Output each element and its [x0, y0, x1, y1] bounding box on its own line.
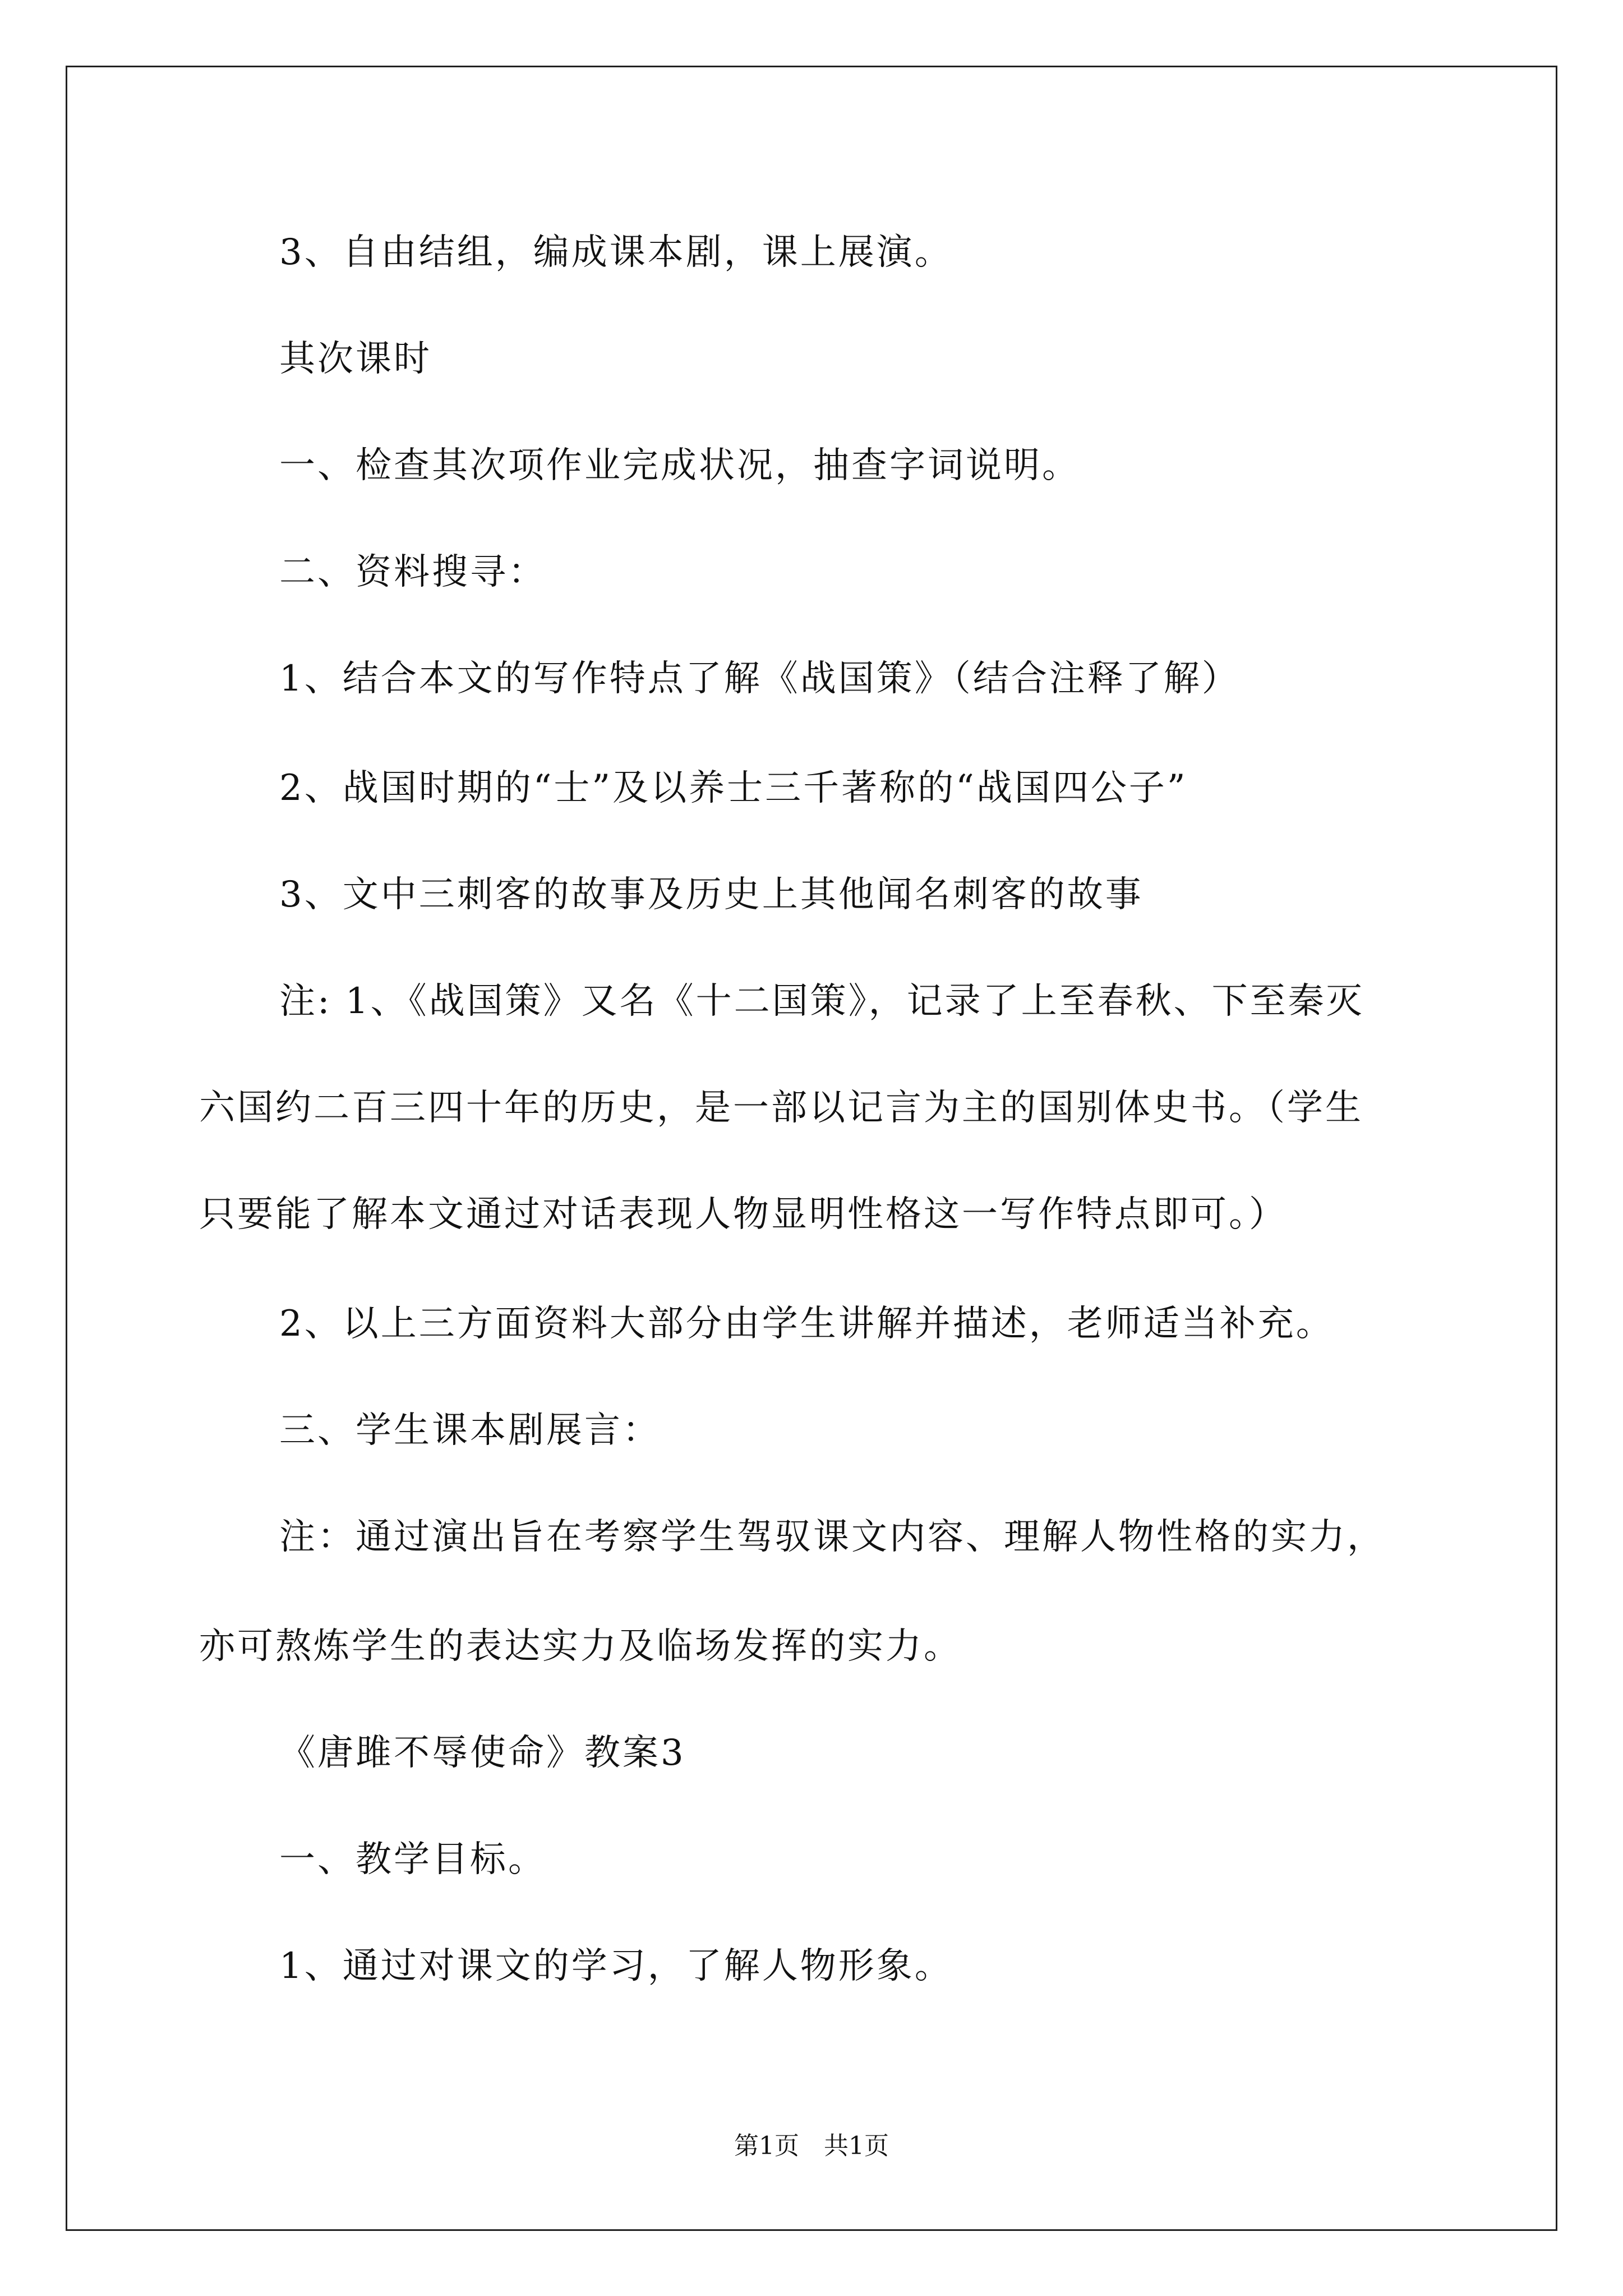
text-line-10: 只要能了解本文通过对话表现人物显明性格这一写作特点即可。） [199, 1194, 1287, 1235]
page-border [66, 66, 1557, 2231]
text-line-16: 一、教学目标。 [279, 1839, 546, 1880]
text-line-1: 3、自由结组，编成课本剧，课上展演。 [279, 232, 953, 273]
text-line-4: 二、资料搜寻： [279, 551, 546, 593]
page-number: 第1页 共1页 [734, 2132, 889, 2160]
text-line-11: 2、以上三方面资料大部分由学生讲解并描述，老师适当补充。 [279, 1303, 1334, 1345]
text-line-13: 注：通过演出旨在考察学生驾驭课文内容、理解人物性格的实力， [279, 1516, 1385, 1558]
text-line-8: 注: 1、《战国策》又名《十二国策》，记录了上至春秋、下至秦灭 [279, 981, 1364, 1022]
text-line-3: 一、检查其次项作业完成状况，抽查字词说明。 [279, 445, 1080, 486]
text-line-7: 3、文中三刺客的故事及历史上其他闻名刺客的故事 [279, 874, 1144, 915]
text-line-2: 其次课时 [279, 338, 432, 380]
text-line-14: 亦可熬炼学生的表达实力及临场发挥的实力。 [199, 1626, 962, 1667]
text-line-15: 《唐雎不辱使命》教案3 [279, 1732, 686, 1774]
text-line-12: 三、学生课本剧展言： [279, 1410, 661, 1451]
text-line-17: 1、通过对课文的学习，了解人物形象。 [279, 1945, 953, 1987]
text-line-5: 1、结合本文的写作特点了解《战国策》（结合注释了解） [279, 658, 1240, 700]
text-line-6: 2、战国时期的“士”及以养士三千著称的“战国四公子” [279, 767, 1188, 809]
text-line-9: 六国约二百三四十年的历史，是一部以记言为主的国别体史书。（学生 [199, 1087, 1363, 1129]
